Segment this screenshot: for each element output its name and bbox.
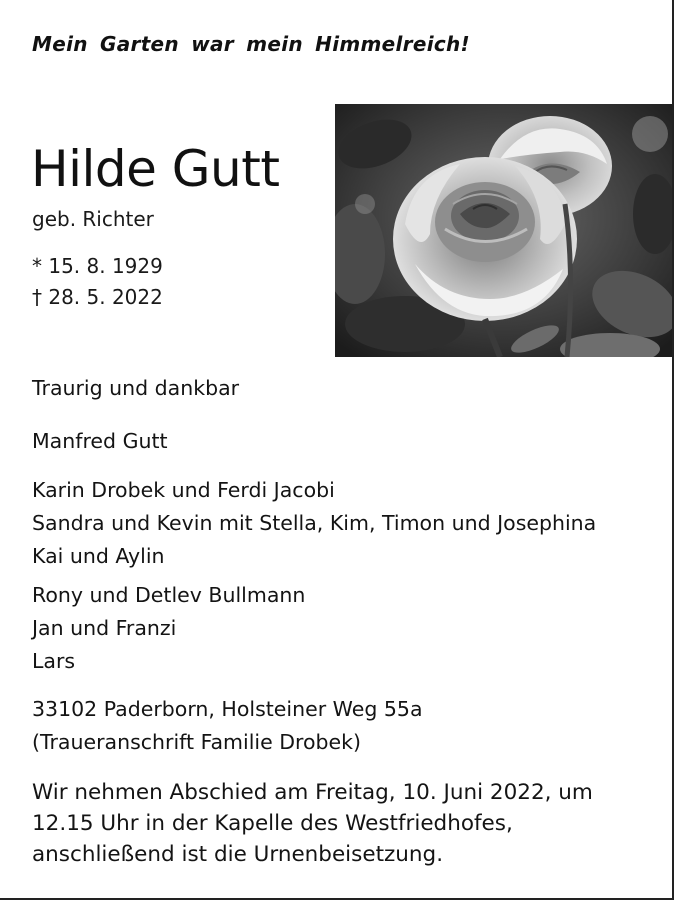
rose-photo xyxy=(335,104,672,357)
family-line: Jan und Franzi xyxy=(32,616,177,640)
family-line: Kai und Aylin xyxy=(32,544,165,568)
service-line: Wir nehmen Abschied am Freitag, 10. Juni 2022, um xyxy=(32,780,593,805)
maiden-name: geb. Richter xyxy=(32,207,154,231)
family-line: Rony und Detlev Bullmann xyxy=(32,583,306,607)
intro-line: Traurig und dankbar xyxy=(32,376,240,400)
deceased-name: Hilde Gutt xyxy=(31,140,280,198)
family-line: Lars xyxy=(32,649,76,673)
address-note: (Traueranschrift Familie Drobek) xyxy=(32,730,362,754)
family-line: Karin Drobek und Ferdi Jacobi xyxy=(32,478,335,502)
mourner-family-1 xyxy=(32,474,596,573)
address-street: 33102 Paderborn, Holsteiner Weg 55a xyxy=(32,697,423,721)
mourning-address xyxy=(32,693,423,759)
mourner-husband xyxy=(32,425,168,458)
mourner-family-2 xyxy=(32,579,305,678)
service-line: 12.15 Uhr in der Kapelle des Westfriedhofes, xyxy=(32,811,513,836)
service-announcement xyxy=(32,777,652,870)
service-line: anschließend ist die Urnenbeisetzung. xyxy=(32,842,444,867)
death-date: † 28. 5. 2022 xyxy=(32,285,163,309)
birth-date: * 15. 8. 1929 xyxy=(32,254,163,278)
motto: Mein Garten war mein Himmelreich! xyxy=(32,32,470,56)
mourners-intro xyxy=(32,372,239,405)
husband-line: Manfred Gutt xyxy=(32,429,168,453)
family-line: Sandra und Kevin mit Stella, Kim, Timon und Josephina xyxy=(32,511,597,535)
